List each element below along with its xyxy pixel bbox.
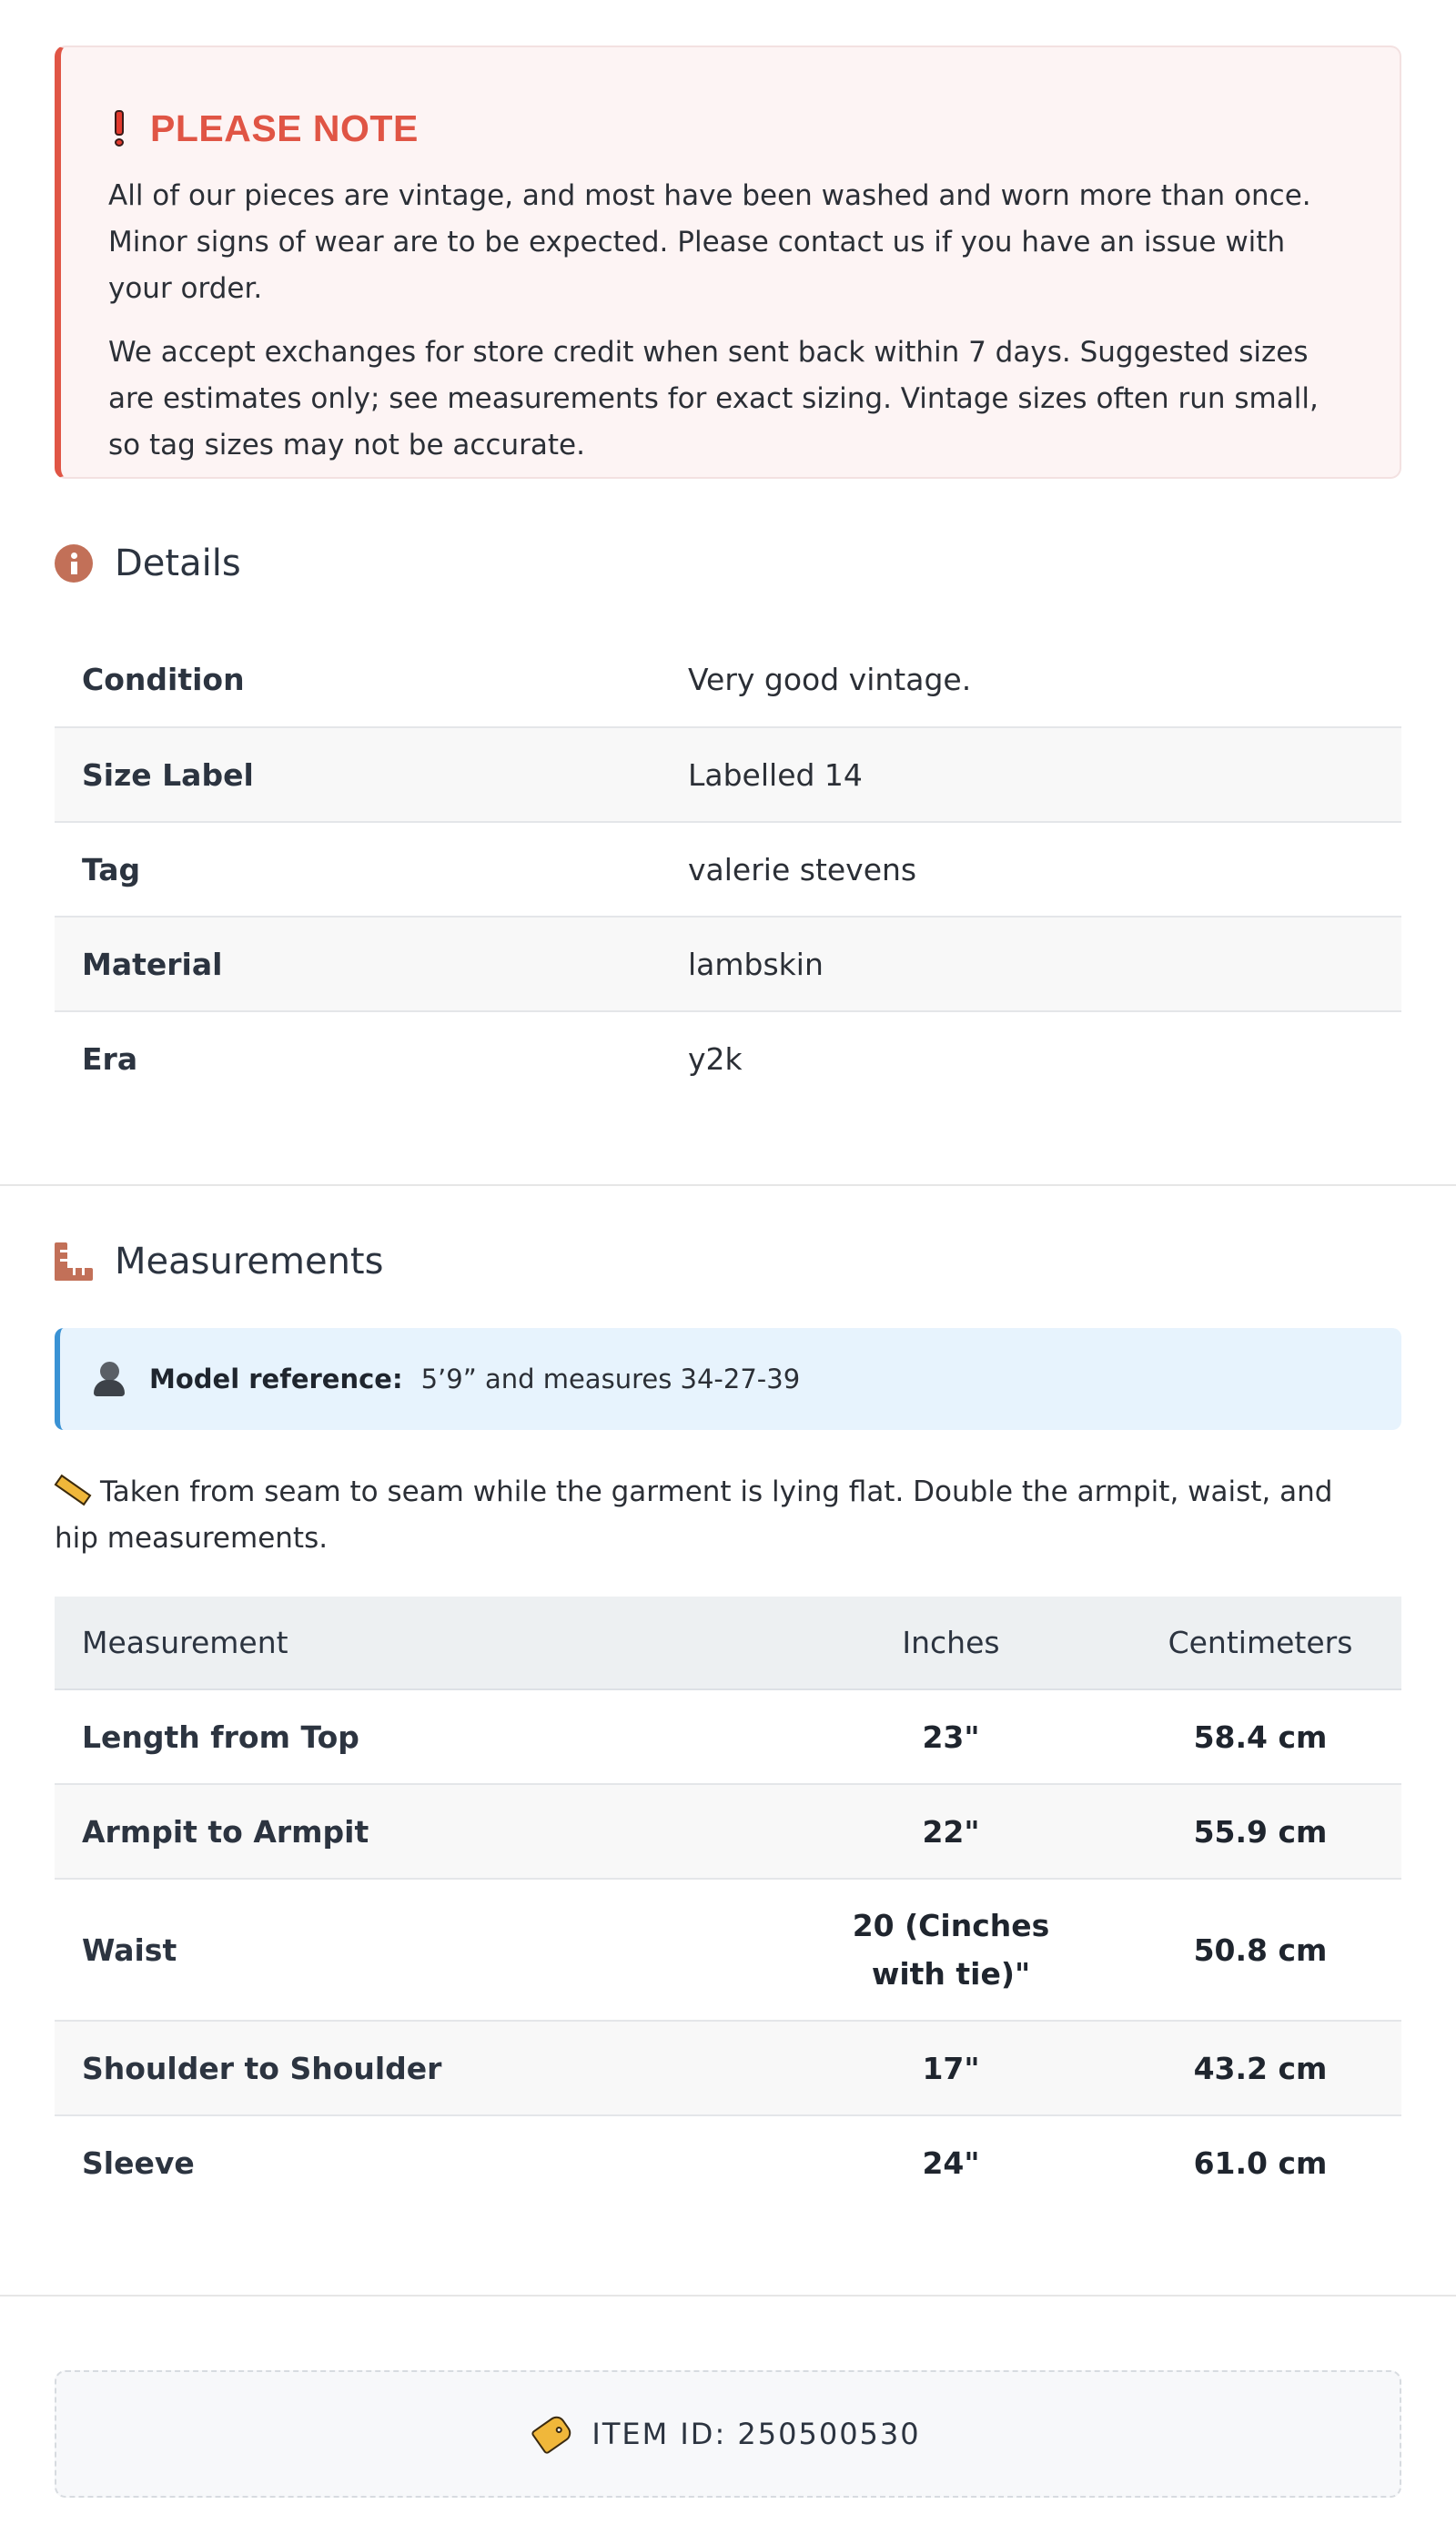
measurement-cm: 58.4 cm xyxy=(1119,1689,1401,1784)
detail-label: Material xyxy=(55,917,661,1011)
measurement-inches: 20 (Cinches with tie)" xyxy=(852,1908,1050,1992)
table-row xyxy=(55,633,1401,727)
detail-value: Labelled 14 xyxy=(661,727,1401,822)
please-note-box xyxy=(55,46,1401,479)
ruler-icon xyxy=(55,1242,93,1281)
measurement-cm: 55.9 cm xyxy=(1119,1784,1401,1879)
measurement-inches: 24" xyxy=(922,2145,980,2181)
section-divider xyxy=(0,2295,1456,2297)
measurements-title: Measurements xyxy=(115,1241,384,1283)
table-row xyxy=(55,1784,1401,1879)
details-table xyxy=(55,633,1401,1106)
column-header-inches: Inches xyxy=(783,1597,1119,1689)
measurement-label: Waist xyxy=(55,1879,783,2021)
model-reference-label: Model reference: xyxy=(149,1364,403,1394)
table-row xyxy=(55,2021,1401,2115)
exclamation-icon xyxy=(112,110,126,147)
table-row xyxy=(55,1011,1401,1106)
measurement-cm: 61.0 cm xyxy=(1193,2145,1328,2181)
column-header-measurement: Measurement xyxy=(55,1597,783,1689)
detail-label: Size Label xyxy=(55,727,661,822)
detail-value: valerie stevens xyxy=(661,822,1401,917)
measurement-label: Armpit to Armpit xyxy=(55,1784,783,1879)
measurement-note-text: Taken from seam to seam while the garment is lying flat. Double the armpit, waist, and hip measurements. xyxy=(55,1475,1333,1555)
column-header-centimeters: Centimeters xyxy=(1119,1597,1401,1689)
table-row xyxy=(55,727,1401,822)
details-heading xyxy=(55,542,241,584)
measurement-note xyxy=(55,1469,1365,1562)
model-reference-box xyxy=(55,1328,1401,1430)
table-row xyxy=(55,1689,1401,1784)
measurement-inches: 17" xyxy=(783,2021,1119,2115)
item-id-box xyxy=(55,2370,1401,2498)
tag-icon xyxy=(531,2413,574,2455)
measurements-table xyxy=(55,1597,1401,2210)
item-id-label: ITEM ID: 250500530 xyxy=(592,2417,921,2451)
please-note-title: PLEASE NOTE xyxy=(150,106,419,149)
please-note-paragraph-2: We accept exchanges for store credit when sent back within 7 days. Suggested sizes are estimates only; see measurements for exact sizing. Vintage sizes often run small, so tag sizes may not be accurate. xyxy=(108,336,1319,461)
measurement-cm: 50.8 cm xyxy=(1119,1879,1401,2021)
measurement-cm: 43.2 cm xyxy=(1119,2021,1401,2115)
model-reference-text: 5’9” and measures 34-27-39 xyxy=(420,1364,801,1394)
please-note-header xyxy=(108,104,1354,153)
table-row xyxy=(55,917,1401,1011)
table-row xyxy=(55,2115,1401,2210)
detail-label: Condition xyxy=(55,633,661,727)
measurement-inches: 22" xyxy=(783,1784,1119,1879)
table-row xyxy=(55,822,1401,917)
detail-value: lambskin xyxy=(661,917,1401,1011)
info-icon xyxy=(55,544,93,583)
table-row xyxy=(55,1879,1401,2021)
measurement-inches: 23" xyxy=(783,1689,1119,1784)
measurement-label: Sleeve xyxy=(82,2145,195,2181)
please-note-paragraph-1: All of our pieces are vintage, and most have been washed and worn more than once. Minor signs of wear are to be expected. Please contact us if you have an issue with your order. xyxy=(108,179,1311,305)
pencil-icon xyxy=(55,1474,92,1505)
detail-value: Very good vintage. xyxy=(661,633,1401,727)
table-header-row xyxy=(55,1597,1401,1689)
details-title: Details xyxy=(115,542,241,584)
measurement-inches-cell xyxy=(783,1879,1119,2021)
person-icon xyxy=(93,1362,126,1396)
measurements-heading xyxy=(55,1241,383,1283)
measurement-label: Shoulder to Shoulder xyxy=(55,2021,783,2115)
measurement-label: Length from Top xyxy=(55,1689,783,1784)
section-divider xyxy=(0,1184,1456,1186)
detail-value: y2k xyxy=(688,1041,743,1077)
detail-label: Tag xyxy=(55,822,661,917)
detail-label: Era xyxy=(82,1041,138,1077)
